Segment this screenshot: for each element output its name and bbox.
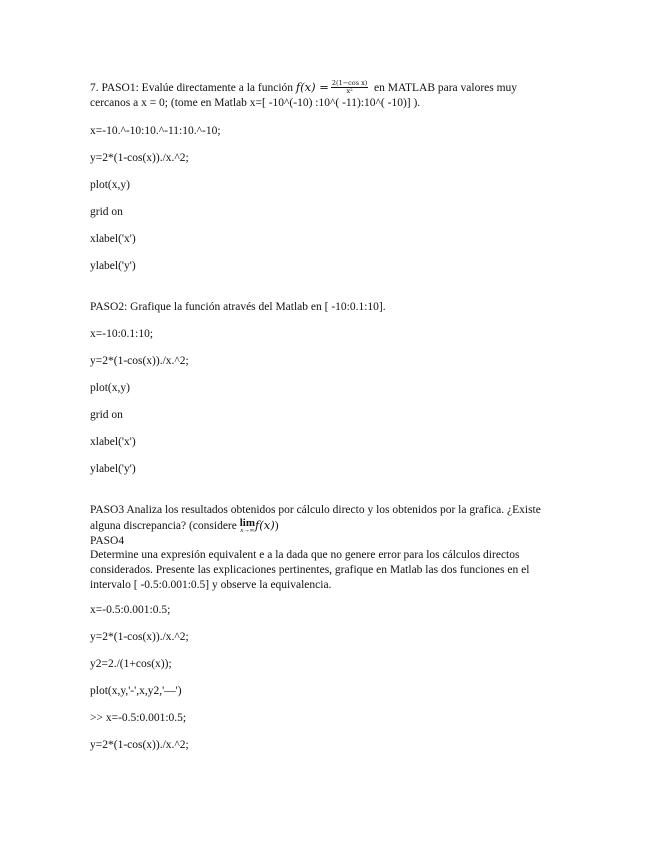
paso1-intro-suffix: en MATLAB para valores muy <box>373 82 518 94</box>
paso4-code-line: plot(x,y,'-',x,y2,'—') <box>90 685 182 697</box>
paso2-code-line: ylabel('y') <box>90 463 136 475</box>
paso1-formula-fraction <box>331 80 368 95</box>
paso4-text-line: intervalo [ -0.5:0.001:0.5] y observe la equivalencia. <box>90 579 332 591</box>
limit-expression <box>240 518 255 534</box>
paso2-intro: PASO2: Grafique la función através del Matlab en [ -10:0.1:10]. <box>90 301 386 313</box>
paso1-formula-lhs: f(x) = <box>295 80 329 94</box>
paso4-code-line: >> x=-0.5:0.001:0.5; <box>90 712 187 724</box>
paso1-code-line: ylabel('y') <box>90 260 136 272</box>
paso1-code-line: xlabel('x') <box>90 233 136 245</box>
limit-word: lim <box>239 517 256 529</box>
paso4-code-line: x=-0.5:0.001:0.5; <box>90 604 171 616</box>
paso1-code-line: y=2*(1-cos(x))./x.^2; <box>90 152 189 164</box>
paso4-code-line: y=2*(1-cos(x))./x.^2; <box>90 739 189 751</box>
paso2-code-line: xlabel('x') <box>90 436 136 448</box>
paso1-code-line: grid on <box>90 206 123 218</box>
paso4-text-line: Determine una expresión equivalent e a la dada que no genere error para los cálculos directos <box>90 549 520 561</box>
paso1-intro-line1 <box>90 80 517 96</box>
limit-subscript: x→∞ <box>240 527 255 534</box>
paso1-intro-line2: cercanos a x = 0; (tome en Matlab x=[ -10^(-10) :10^( -11):10^( -10)] ). <box>90 97 421 109</box>
paso1-formula-denominator: x² <box>346 86 353 95</box>
paso2-code-line: plot(x,y) <box>90 382 130 394</box>
paso4-code-line: y=2*(1-cos(x))./x.^2; <box>90 631 189 643</box>
paso3-line2-prefix: alguna discrepancia? (considere <box>90 520 237 532</box>
paso2-code-line: grid on <box>90 409 123 421</box>
paso1-formula <box>296 80 374 94</box>
paso4-code-line: y2=2./(1+cos(x)); <box>90 658 172 670</box>
paso2-code-line: y=2*(1-cos(x))./x.^2; <box>90 355 189 367</box>
paso3-line1: PASO3 Analiza los resultados obtenidos por cálculo directo y los obtenidos por la grafica. ¿Existe <box>90 504 541 516</box>
paso3-line2 <box>90 518 279 534</box>
paso4-heading: PASO4 <box>90 535 125 547</box>
paso1-formula-numerator: 2(1−cos x) <box>331 78 368 87</box>
paso1-code-line: x=-10.^-10:10.^-11:10.^-10; <box>90 125 221 137</box>
paso3-line2-suffix: ) <box>274 520 279 532</box>
paso1-intro-prefix: 7. PASO1: Evalúe directamente a la función <box>90 82 294 94</box>
limit-function: f(x) <box>255 518 275 532</box>
paso1-code-line: plot(x,y) <box>90 179 130 191</box>
paso2-code-line: x=-10:0.1:10; <box>90 328 154 340</box>
paso4-text-line: considerados. Presente las explicaciones pertinentes, grafique en Matlab las dos funciones en el <box>90 564 530 576</box>
